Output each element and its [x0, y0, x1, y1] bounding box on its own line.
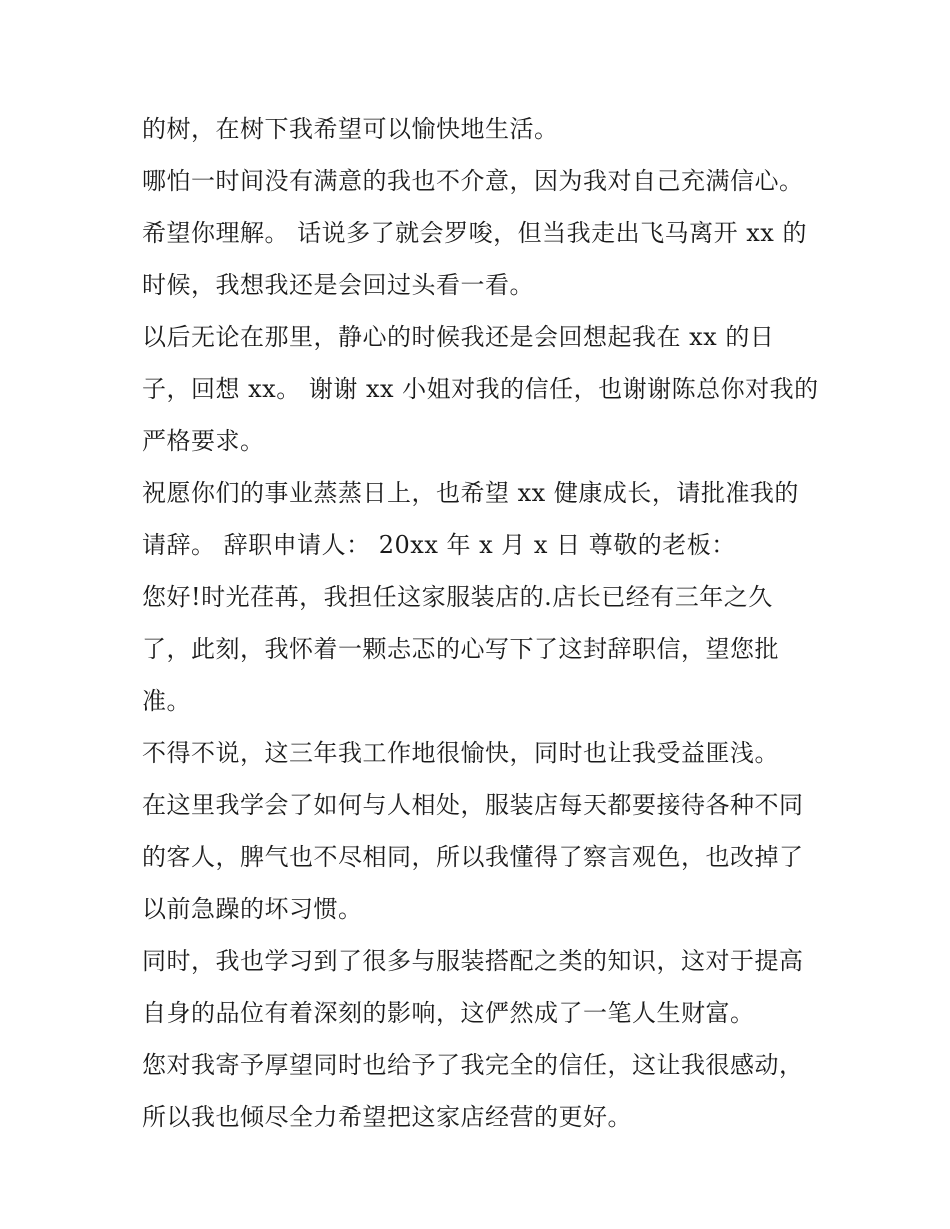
text-line: 哪怕一时间没有满意的我也不介意，因为我对自己充满信心。 — [142, 167, 804, 195]
text-line: 祝愿你们的事业蒸蒸日上，也希望 xx 健康成长，请批准我的 — [142, 479, 799, 507]
document-body — [142, 106, 822, 1146]
text-line: 子，回想 xx。 谢谢 xx 小姐对我的信任，也谢谢陈总你对我的 — [142, 375, 819, 403]
text-line: 不得不说，这三年我工作地很愉快，同时也让我受益匪浅。 — [142, 739, 779, 767]
text-line: 的树，在树下我希望可以愉快地生活。 — [142, 115, 559, 143]
text-line: 以后无论在那里，静心的时候我还是会回想起我在 xx 的日 — [142, 323, 775, 351]
text-line: 的客人，脾气也不尽相同，所以我懂得了察言观色，也改掉了 — [142, 843, 804, 871]
text-line: 请辞。 辞职申请人： 20xx 年 x 月 x 日 尊敬的老板： — [142, 531, 736, 559]
text-line: 所以我也倾尽全力希望把这家店经营的更好。 — [142, 1103, 632, 1131]
text-line: 您好!时光荏苒，我担任这家服装店的.店长已经有三年之久 — [142, 583, 773, 611]
text-line: 以前急躁的坏习惯。 — [142, 895, 363, 923]
text-line: 自身的品位有着深刻的影响，这俨然成了一笔人生财富。 — [142, 999, 755, 1027]
text-line: 了，此刻，我怀着一颗忐忑的心写下了这封辞职信，望您批 — [142, 635, 779, 663]
text-line: 时候，我想我还是会回过头看一看。 — [142, 271, 534, 299]
text-line: 在这里我学会了如何与人相处，服装店每天都要接待各种不同 — [142, 791, 804, 819]
text-line: 准。 — [142, 687, 191, 715]
text-line: 严格要求。 — [142, 427, 265, 455]
text-line: 希望你理解。 话说多了就会罗唆，但当我走出飞马离开 xx 的 — [142, 219, 807, 247]
text-line: 同时，我也学习到了很多与服装搭配之类的知识，这对于提高 — [142, 947, 804, 975]
text-line: 您对我寄予厚望同时也给予了我完全的信任，这让我很感动， — [142, 1051, 804, 1079]
